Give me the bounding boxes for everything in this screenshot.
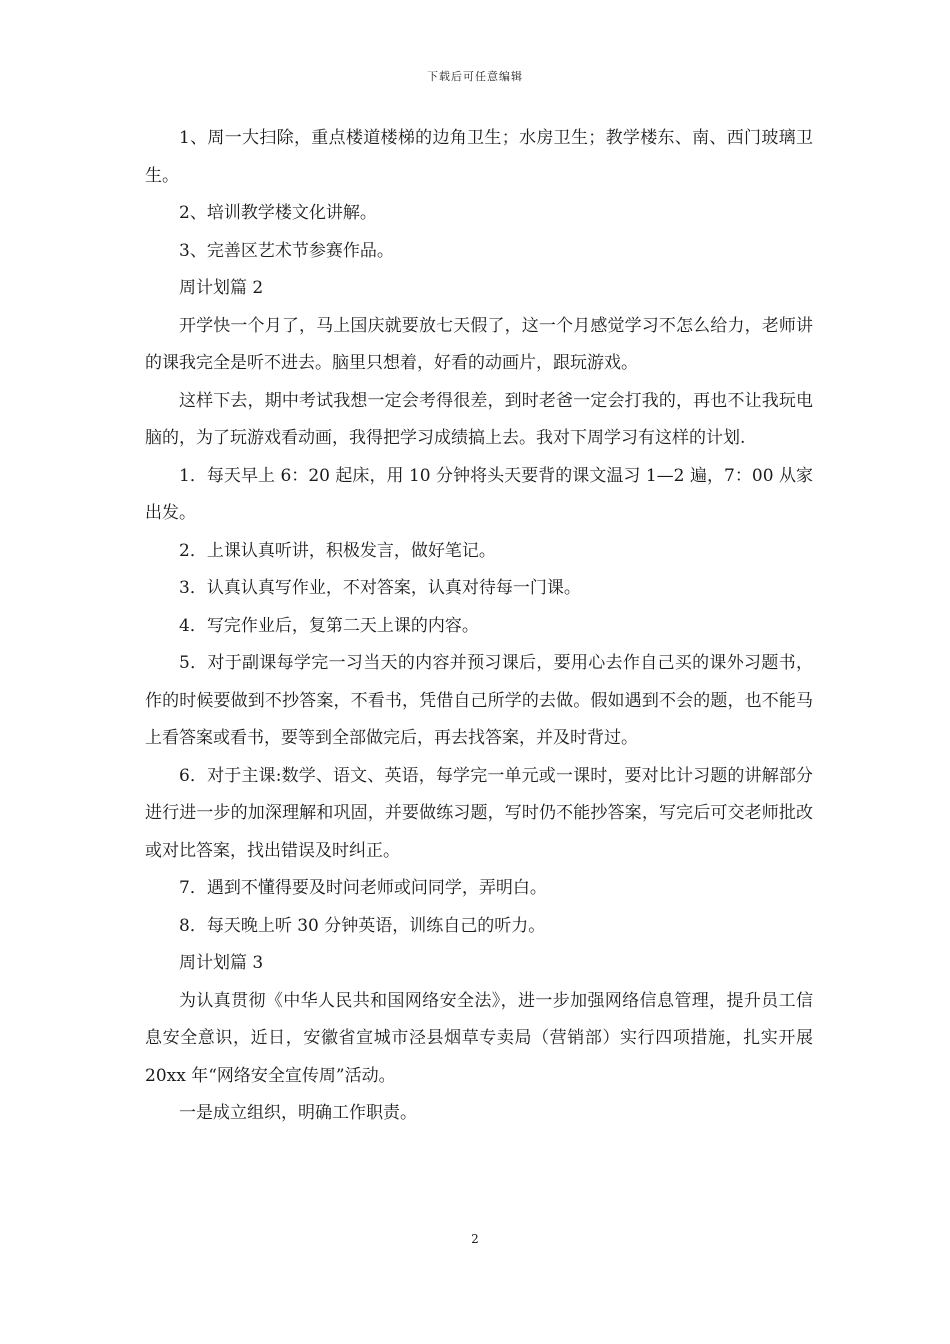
section-heading: 周计划篇 3: [179, 953, 264, 973]
paragraph: 1、周一大扫除，重点楼道楼梯的边角卫生；水房卫生；教学楼东、南、西门玻璃卫生。: [145, 128, 813, 186]
paragraph: 3、完善区艺术节参赛作品。: [179, 240, 394, 261]
paragraph: 为认真贯彻《中华人民共和国网络安全法》，进一步加强网络信息管理，提升员工信息安全意识，近日，安徽省宣城市泾县烟草专卖局（营销部）实行四项措施，扎实开展 20xx 年“网络安全宣传周”活动。: [145, 990, 813, 1086]
paragraph: 这样下去，期中考试我想一定会考得很差，到时老爸一定会打我的，再也不让我玩电脑的，为了玩游戏看动画，我得把学习成绩搞上去。我对下周学习有这样的计划.: [145, 390, 813, 448]
list-item: 2．上课认真听讲，积极发言，做好笔记。: [179, 540, 496, 561]
list-item: 4．写完作业后，复第二天上课的内容。: [179, 615, 479, 636]
list-item: 5．对于副课每学完一习当天的内容并预习课后，要用心去作自己买的课外习题书，作的时候要做到不抄答案，不看书，凭借自己所学的去做。假如遇到不会的题，也不能马上看答案或看书，要等到全部做完后，再去找答案，并及时背过。: [145, 653, 813, 748]
list-item: 7．遇到不懂得要及时问老师或问同学，弄明白。: [179, 878, 547, 898]
list-item: 1．每天早上 6：20 起床，用 10 分钟将头天要背的课文温习 1—2 遍，7：00 从家出发。: [145, 465, 813, 523]
list-item: 8．每天晚上听 30 分钟英语，训练自己的听力。: [179, 915, 546, 936]
paragraph: 一是成立组织，明确工作职责。: [179, 1103, 417, 1123]
paragraph: 开学快一个月了，马上国庆就要放七天假了，这一个月感觉学习不怎么给力，老师讲的课我完全是听不进去。脑里只想着，好看的动画片，跟玩游戏。: [145, 315, 813, 373]
list-item: 3．认真认真写作业，不对答案，认真对待每一门课。: [179, 578, 581, 598]
paragraph: 2、培训教学楼文化讲解。: [179, 203, 377, 223]
document-body: [145, 120, 813, 1133]
section-heading: 周计划篇 2: [179, 278, 264, 298]
list-item: 6．对于主课:数学、语文、英语，每学完一单元或一课时，要对比计习题的讲解部分进行进一步的加深理解和巩固，并要做练习题，写时仍不能抄答案，写完后可交老师批改或对比答案，找出错误及时纠正。: [145, 765, 813, 861]
header-note: 下载后可任意编辑: [427, 70, 523, 83]
page-number: 2: [471, 1232, 479, 1246]
